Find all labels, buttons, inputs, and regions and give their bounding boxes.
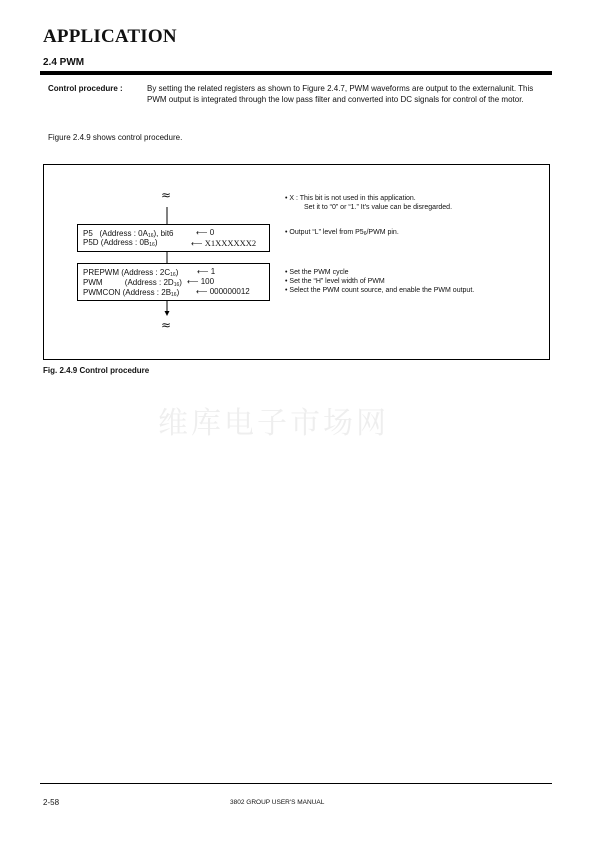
manual-title: 3802 GROUP USER'S MANUAL [230,799,325,806]
assign-arrow-prepwm: ⟵ 1 [197,267,216,276]
register-row-pwmcon: PWMCON (Address : $2B_{16}$) [83,288,180,298]
control-procedure-text: By setting the related registers as shown to Figure 2.4.7, PWM waveforms are output to the externalunit. This PWM output is integrated through the low pass filter and converted into DC signals for control of the motor. [147,84,534,104]
value-p5: 0 [209,228,215,237]
register-row-prepwm: PREPWM (Address : $2C_{16}$) [83,268,179,278]
value-pwm: 100 [200,277,215,286]
page-header-title: APPLICATION [43,26,177,47]
wave-break-top-icon: ≈ [161,188,172,202]
connector-arrowhead [165,311,170,316]
assign-arrow-p5d: ⟵ X1XXXXXX2 [191,238,257,248]
note-output-level: • Output “L” level from $P5_6$/PWM pin. [285,229,399,237]
assign-arrow-p5: ⟵ 0 [196,228,215,237]
value-prepwm: 1 [210,267,216,276]
value-pwmcon: 000000012 [209,287,250,296]
figure-intro-text: Figure 2.4.9 shows control procedure. [48,133,183,142]
note-pwm-width: • Set the “H” level width of PWM [285,278,385,285]
value-p5d: X1XXXXXX2 [204,238,257,248]
watermark: 维库电子市场网 [158,406,389,441]
note-pwm-cycle: • Set the PWM cycle [285,269,349,276]
assign-arrow-pwm: ⟵ 100 [187,277,215,286]
note-pwm-source: • Select the PWM count source, and enable the PWM output. [285,287,475,294]
wave-break-bottom-icon: ≈ [161,318,172,332]
note-x-bit-detail: Set it to “0” or “1.” It's value can be disregarded. [304,204,453,211]
register-row-pwm: PWM (Address : $2D_{16}$) [83,278,182,288]
control-procedure-label: Control procedure : [48,84,123,93]
register-row-p5d: P5D (Address : $0B_{16}$) [83,238,158,248]
footer-rule [40,783,552,784]
section-title: 2.4 PWM [43,57,85,68]
note-x-bit: • X : This bit is not used in this application. [285,195,416,202]
assign-arrow-pwmcon: ⟵ 000000012 [196,287,250,296]
figure-caption: Fig. 2.4.9 Control procedure [43,366,150,375]
page-number: 2-58 [43,798,60,807]
register-row-p5: P5 (Address : $0A_{16}$), bit6 [83,229,174,239]
